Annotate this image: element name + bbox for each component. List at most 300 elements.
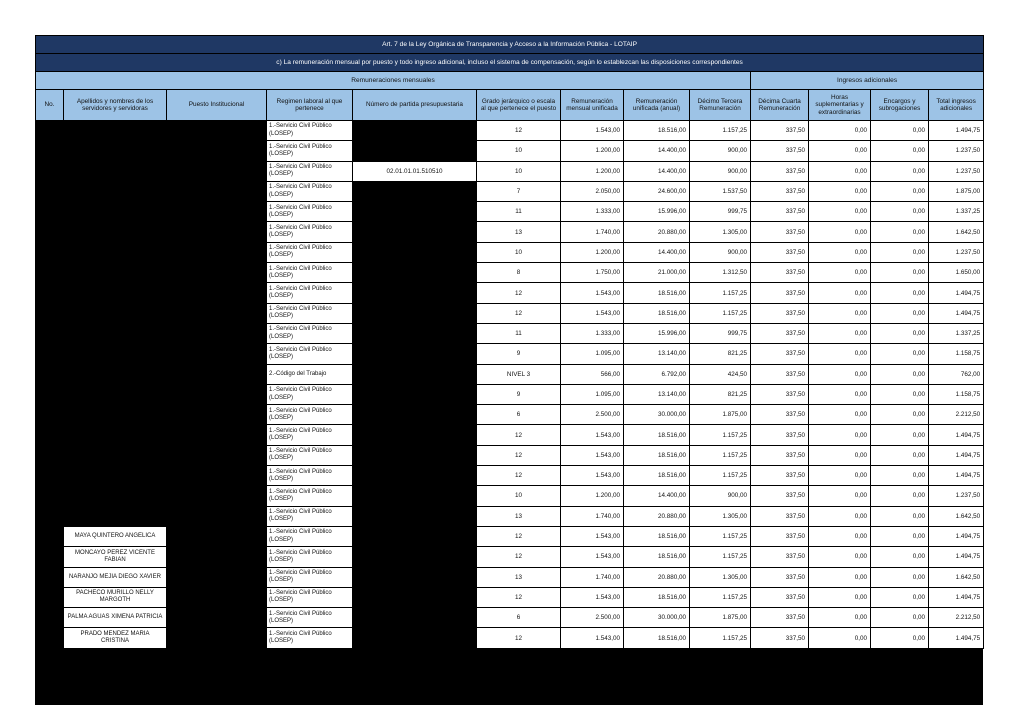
decimo-cuarta-cell: 337,50	[751, 506, 809, 526]
anual-cell: 18.516,00	[624, 425, 690, 445]
grado-cell: NIVEL 3	[477, 364, 561, 384]
total-cell: 1.494,75	[929, 466, 984, 486]
grado-cell: 12	[477, 303, 561, 323]
table-row	[36, 283, 984, 303]
position-cell	[167, 242, 267, 262]
horas-cell: 0,00	[809, 181, 871, 201]
regimen-cell: 1.-Servicio Civil Público (LOSEP)	[267, 567, 353, 587]
position-cell	[167, 303, 267, 323]
position-cell	[167, 547, 267, 567]
rmu-cell: 1.740,00	[561, 567, 624, 587]
position-cell	[167, 364, 267, 384]
employee-name-cell	[64, 181, 167, 201]
encargos-cell: 0,00	[871, 181, 929, 201]
anual-cell: 20.880,00	[624, 567, 690, 587]
decimo-tercera-cell: 999,75	[690, 202, 751, 222]
encargos-cell: 0,00	[871, 547, 929, 567]
decimo-tercera-cell: 999,75	[690, 323, 751, 343]
partida-cell	[353, 466, 477, 486]
partida-cell	[353, 202, 477, 222]
encargos-cell: 0,00	[871, 344, 929, 364]
employee-name-cell: PACHECO MURILLO NELLY MARGOTH	[64, 587, 167, 607]
position-cell	[167, 405, 267, 425]
row-number-cell	[36, 181, 64, 201]
rmu-cell: 1.740,00	[561, 506, 624, 526]
table-row	[36, 202, 984, 222]
encargos-cell: 0,00	[871, 425, 929, 445]
row-number-cell	[36, 242, 64, 262]
encargos-cell: 0,00	[871, 567, 929, 587]
grado-cell: 12	[477, 526, 561, 546]
decimo-cuarta-cell: 337,50	[751, 364, 809, 384]
anual-cell: 15.996,00	[624, 323, 690, 343]
rmu-cell: 1.095,00	[561, 384, 624, 404]
decimo-cuarta-cell: 337,50	[751, 567, 809, 587]
employee-name-cell: PALMA AGUAS XIMENA PATRICIA	[64, 608, 167, 628]
encargos-cell: 0,00	[871, 202, 929, 222]
decimo-cuarta-cell: 337,50	[751, 283, 809, 303]
row-number-cell	[36, 323, 64, 343]
anual-cell: 20.880,00	[624, 222, 690, 242]
total-cell: 1.494,75	[929, 547, 984, 567]
employee-name-cell	[64, 344, 167, 364]
decimo-tercera-cell: 821,25	[690, 384, 751, 404]
anual-cell: 15.996,00	[624, 202, 690, 222]
rmu-cell: 1.543,00	[561, 121, 624, 141]
rmu-cell: 1.543,00	[561, 425, 624, 445]
position-cell	[167, 567, 267, 587]
table-row	[36, 344, 984, 364]
position-cell	[167, 506, 267, 526]
grado-cell: 12	[477, 547, 561, 567]
position-cell	[167, 222, 267, 242]
header-anual: Remuneración unificada (anual)	[624, 90, 690, 121]
rmu-cell: 1.200,00	[561, 242, 624, 262]
total-cell: 2.212,50	[929, 405, 984, 425]
position-cell	[167, 466, 267, 486]
decimo-tercera-cell: 1.157,25	[690, 526, 751, 546]
partida-cell	[353, 263, 477, 283]
grado-cell: 12	[477, 283, 561, 303]
regimen-cell: 1.-Servicio Civil Público (LOSEP)	[267, 506, 353, 526]
table-row	[36, 567, 984, 587]
table-row	[36, 486, 984, 506]
employee-name-cell	[64, 384, 167, 404]
table-row	[36, 303, 984, 323]
employee-name-cell: MONCAYO PEREZ VICENTE FABIAN	[64, 547, 167, 567]
employee-name-cell: MAYA QUINTERO ANGELICA	[64, 526, 167, 546]
horas-cell: 0,00	[809, 466, 871, 486]
table-row	[36, 587, 984, 607]
partida-cell	[353, 506, 477, 526]
decimo-tercera-cell: 1.305,00	[690, 506, 751, 526]
decimo-cuarta-cell: 337,50	[751, 466, 809, 486]
regimen-cell: 1.-Servicio Civil Público (LOSEP)	[267, 425, 353, 445]
column-header-row	[36, 90, 984, 121]
decimo-tercera-cell: 424,50	[690, 364, 751, 384]
table-row	[36, 222, 984, 242]
row-number-cell	[36, 121, 64, 141]
total-cell: 1.494,75	[929, 303, 984, 323]
rmu-cell: 566,00	[561, 364, 624, 384]
regimen-cell: 1.-Servicio Civil Público (LOSEP)	[267, 445, 353, 465]
partida-cell	[353, 384, 477, 404]
decimo-cuarta-cell: 337,50	[751, 587, 809, 607]
total-cell: 1.237,50	[929, 161, 984, 181]
total-cell: 1.158,75	[929, 344, 984, 364]
grado-cell: 13	[477, 506, 561, 526]
position-cell	[167, 608, 267, 628]
anual-cell: 18.516,00	[624, 547, 690, 567]
employee-name-cell	[64, 303, 167, 323]
decimo-tercera-cell: 1.157,25	[690, 445, 751, 465]
position-cell	[167, 526, 267, 546]
partida-cell	[353, 587, 477, 607]
employee-name-cell	[64, 364, 167, 384]
horas-cell: 0,00	[809, 384, 871, 404]
document-title: Art. 7 de la Ley Orgánica de Transparencia y Acceso a la Información Pública - LOTAIP	[36, 36, 984, 54]
row-number-cell	[36, 567, 64, 587]
decimo-tercera-cell: 821,25	[690, 344, 751, 364]
rmu-cell: 1.543,00	[561, 445, 624, 465]
decimo-cuarta-cell: 337,50	[751, 161, 809, 181]
header-no: No.	[36, 90, 64, 121]
regimen-cell: 1.-Servicio Civil Público (LOSEP)	[267, 121, 353, 141]
encargos-cell: 0,00	[871, 466, 929, 486]
employee-name-cell: NARANJO MEJIA DIEGO XAVIER	[64, 567, 167, 587]
table-row	[36, 364, 984, 384]
anual-cell: 20.880,00	[624, 506, 690, 526]
row-number-cell	[36, 587, 64, 607]
grado-cell: 7	[477, 181, 561, 201]
grado-cell: 13	[477, 222, 561, 242]
horas-cell: 0,00	[809, 405, 871, 425]
total-cell: 1.494,75	[929, 445, 984, 465]
header-horas: Horas suplementarias y extraordinarias	[809, 90, 871, 121]
partida-cell	[353, 547, 477, 567]
employee-name-cell	[64, 161, 167, 181]
table-row	[36, 242, 984, 262]
horas-cell: 0,00	[809, 161, 871, 181]
table-row	[36, 161, 984, 181]
position-cell	[167, 628, 267, 648]
employee-name-cell	[64, 222, 167, 242]
rmu-cell: 1.333,00	[561, 202, 624, 222]
encargos-cell: 0,00	[871, 608, 929, 628]
anual-cell: 30.000,00	[624, 405, 690, 425]
encargos-cell: 0,00	[871, 323, 929, 343]
header-puesto: Puesto Institucional	[167, 90, 267, 121]
position-cell	[167, 445, 267, 465]
table-row	[36, 608, 984, 628]
header-decimo-cuarta: Décima Cuarta Remuneración	[751, 90, 809, 121]
encargos-cell: 0,00	[871, 526, 929, 546]
row-number-cell	[36, 283, 64, 303]
rmu-cell: 1.200,00	[561, 486, 624, 506]
decimo-cuarta-cell: 337,50	[751, 202, 809, 222]
decimo-cuarta-cell: 337,50	[751, 405, 809, 425]
position-cell	[167, 181, 267, 201]
total-cell: 1.650,00	[929, 263, 984, 283]
decimo-cuarta-cell: 337,50	[751, 263, 809, 283]
horas-cell: 0,00	[809, 242, 871, 262]
encargos-cell: 0,00	[871, 303, 929, 323]
regimen-cell: 1.-Servicio Civil Público (LOSEP)	[267, 242, 353, 262]
row-number-cell	[36, 445, 64, 465]
total-cell: 1.158,75	[929, 384, 984, 404]
decimo-tercera-cell: 1.157,25	[690, 466, 751, 486]
total-cell: 1.337,25	[929, 323, 984, 343]
rmu-cell: 2.500,00	[561, 405, 624, 425]
regimen-cell: 1.-Servicio Civil Público (LOSEP)	[267, 303, 353, 323]
position-cell	[167, 202, 267, 222]
decimo-cuarta-cell: 337,50	[751, 344, 809, 364]
table-row	[36, 547, 984, 567]
row-number-cell	[36, 303, 64, 323]
row-number-cell	[36, 506, 64, 526]
horas-cell: 0,00	[809, 364, 871, 384]
anual-cell: 18.516,00	[624, 526, 690, 546]
anual-cell: 18.516,00	[624, 283, 690, 303]
rmu-cell: 1.750,00	[561, 263, 624, 283]
total-cell: 1.875,00	[929, 181, 984, 201]
total-cell: 1.494,75	[929, 587, 984, 607]
grado-cell: 10	[477, 486, 561, 506]
total-cell: 1.494,75	[929, 283, 984, 303]
decimo-tercera-cell: 900,00	[690, 242, 751, 262]
decimo-cuarta-cell: 337,50	[751, 384, 809, 404]
total-cell: 1.237,50	[929, 242, 984, 262]
grado-cell: 12	[477, 425, 561, 445]
partida-cell	[353, 526, 477, 546]
anual-cell: 30.000,00	[624, 608, 690, 628]
employee-name-cell	[64, 202, 167, 222]
rmu-cell: 1.740,00	[561, 222, 624, 242]
total-cell: 762,00	[929, 364, 984, 384]
regimen-cell: 1.-Servicio Civil Público (LOSEP)	[267, 587, 353, 607]
grado-cell: 12	[477, 587, 561, 607]
total-cell: 1.494,75	[929, 628, 984, 648]
partida-cell	[353, 181, 477, 201]
rmu-cell: 1.200,00	[561, 141, 624, 161]
total-cell: 1.494,75	[929, 121, 984, 141]
horas-cell: 0,00	[809, 425, 871, 445]
horas-cell: 0,00	[809, 141, 871, 161]
encargos-cell: 0,00	[871, 486, 929, 506]
horas-cell: 0,00	[809, 547, 871, 567]
table-row	[36, 526, 984, 546]
position-cell	[167, 161, 267, 181]
grado-cell: 8	[477, 263, 561, 283]
grado-cell: 10	[477, 242, 561, 262]
anual-cell: 18.516,00	[624, 628, 690, 648]
partida-cell	[353, 567, 477, 587]
position-cell	[167, 121, 267, 141]
section-remuneraciones-mensuales: Remuneraciones mensuales	[36, 72, 751, 90]
regimen-cell: 1.-Servicio Civil Público (LOSEP)	[267, 181, 353, 201]
regimen-cell: 1.-Servicio Civil Público (LOSEP)	[267, 384, 353, 404]
encargos-cell: 0,00	[871, 445, 929, 465]
partida-cell	[353, 242, 477, 262]
partida-cell	[353, 445, 477, 465]
partida-cell	[353, 141, 477, 161]
employee-name-cell	[64, 283, 167, 303]
anual-cell: 13.140,00	[624, 344, 690, 364]
decimo-tercera-cell: 900,00	[690, 141, 751, 161]
table-row	[36, 628, 984, 648]
decimo-cuarta-cell: 337,50	[751, 141, 809, 161]
decimo-cuarta-cell: 337,50	[751, 547, 809, 567]
decimo-tercera-cell: 1.157,25	[690, 547, 751, 567]
anual-cell: 14.400,00	[624, 486, 690, 506]
table-row	[36, 466, 984, 486]
table-row	[36, 445, 984, 465]
decimo-cuarta-cell: 337,50	[751, 608, 809, 628]
regimen-cell: 1.-Servicio Civil Público (LOSEP)	[267, 161, 353, 181]
total-cell: 1.237,50	[929, 141, 984, 161]
anual-cell: 18.516,00	[624, 303, 690, 323]
employee-name-cell	[64, 141, 167, 161]
rmu-cell: 1.200,00	[561, 161, 624, 181]
anual-cell: 18.516,00	[624, 587, 690, 607]
grado-cell: 9	[477, 384, 561, 404]
decimo-cuarta-cell: 337,50	[751, 222, 809, 242]
partida-cell	[353, 283, 477, 303]
partida-cell	[353, 425, 477, 445]
header-partida: Número de partida presupuestaria	[353, 90, 477, 121]
position-cell	[167, 323, 267, 343]
horas-cell: 0,00	[809, 344, 871, 364]
decimo-tercera-cell: 1.157,25	[690, 628, 751, 648]
encargos-cell: 0,00	[871, 263, 929, 283]
decimo-cuarta-cell: 337,50	[751, 121, 809, 141]
position-cell	[167, 344, 267, 364]
grado-cell: 9	[477, 344, 561, 364]
remuneration-sheet	[35, 35, 983, 705]
regimen-cell: 1.-Servicio Civil Público (LOSEP)	[267, 486, 353, 506]
regimen-cell: 1.-Servicio Civil Público (LOSEP)	[267, 222, 353, 242]
anual-cell: 6.792,00	[624, 364, 690, 384]
rmu-cell: 1.543,00	[561, 587, 624, 607]
horas-cell: 0,00	[809, 121, 871, 141]
row-number-cell	[36, 222, 64, 242]
anual-cell: 18.516,00	[624, 466, 690, 486]
position-cell	[167, 486, 267, 506]
anual-cell: 21.000,00	[624, 263, 690, 283]
table-row	[36, 425, 984, 445]
regimen-cell: 1.-Servicio Civil Público (LOSEP)	[267, 263, 353, 283]
decimo-tercera-cell: 1.157,25	[690, 303, 751, 323]
regimen-cell: 2.-Código del Trabajo	[267, 364, 353, 384]
position-cell	[167, 587, 267, 607]
anual-cell: 18.516,00	[624, 121, 690, 141]
rmu-cell: 2.500,00	[561, 608, 624, 628]
position-cell	[167, 425, 267, 445]
rmu-cell: 2.050,00	[561, 181, 624, 201]
horas-cell: 0,00	[809, 567, 871, 587]
table-row	[36, 405, 984, 425]
decimo-cuarta-cell: 337,50	[751, 425, 809, 445]
encargos-cell: 0,00	[871, 364, 929, 384]
grado-cell: 12	[477, 121, 561, 141]
employee-name-cell	[64, 466, 167, 486]
regimen-cell: 1.-Servicio Civil Público (LOSEP)	[267, 323, 353, 343]
decimo-tercera-cell: 900,00	[690, 486, 751, 506]
grado-cell: 10	[477, 161, 561, 181]
decimo-cuarta-cell: 337,50	[751, 181, 809, 201]
table-row	[36, 384, 984, 404]
encargos-cell: 0,00	[871, 141, 929, 161]
employee-name-cell	[64, 425, 167, 445]
horas-cell: 0,00	[809, 303, 871, 323]
decimo-cuarta-cell: 337,50	[751, 303, 809, 323]
anual-cell: 14.400,00	[624, 242, 690, 262]
row-number-cell	[36, 202, 64, 222]
decimo-tercera-cell: 1.157,25	[690, 425, 751, 445]
horas-cell: 0,00	[809, 587, 871, 607]
grado-cell: 6	[477, 608, 561, 628]
grado-cell: 11	[477, 323, 561, 343]
partida-cell	[353, 222, 477, 242]
regimen-cell: 1.-Servicio Civil Público (LOSEP)	[267, 628, 353, 648]
regimen-cell: 1.-Servicio Civil Público (LOSEP)	[267, 405, 353, 425]
row-number-cell	[36, 486, 64, 506]
total-cell: 1.494,75	[929, 526, 984, 546]
partida-cell	[353, 303, 477, 323]
partida-cell	[353, 486, 477, 506]
horas-cell: 0,00	[809, 202, 871, 222]
partida-cell	[353, 121, 477, 141]
decimo-tercera-cell: 1.157,25	[690, 587, 751, 607]
position-cell	[167, 384, 267, 404]
decimo-tercera-cell: 1.305,00	[690, 222, 751, 242]
header-regimen: Regimen laboral al que pertenece	[267, 90, 353, 121]
row-number-cell	[36, 628, 64, 648]
decimo-cuarta-cell: 337,50	[751, 486, 809, 506]
header-encargos: Encargos y subrogaciones	[871, 90, 929, 121]
employee-name-cell: PRADO MENDEZ MARIA CRISTINA	[64, 628, 167, 648]
decimo-tercera-cell: 1.305,00	[690, 567, 751, 587]
table-row	[36, 121, 984, 141]
partida-cell	[353, 344, 477, 364]
rmu-cell: 1.333,00	[561, 323, 624, 343]
employee-name-cell	[64, 242, 167, 262]
anual-cell: 13.140,00	[624, 384, 690, 404]
row-number-cell	[36, 608, 64, 628]
employee-name-cell	[64, 263, 167, 283]
table-row	[36, 506, 984, 526]
decimo-cuarta-cell: 337,50	[751, 526, 809, 546]
position-cell	[167, 283, 267, 303]
employee-name-cell	[64, 323, 167, 343]
row-number-cell	[36, 526, 64, 546]
table-row	[36, 323, 984, 343]
encargos-cell: 0,00	[871, 242, 929, 262]
regimen-cell: 1.-Servicio Civil Público (LOSEP)	[267, 466, 353, 486]
decimo-tercera-cell: 1.537,50	[690, 181, 751, 201]
encargos-cell: 0,00	[871, 222, 929, 242]
row-number-cell	[36, 384, 64, 404]
employee-name-cell	[64, 486, 167, 506]
decimo-tercera-cell: 1.875,00	[690, 608, 751, 628]
partida-cell	[353, 364, 477, 384]
row-number-cell	[36, 364, 64, 384]
total-cell: 1.494,75	[929, 425, 984, 445]
decimo-tercera-cell: 900,00	[690, 161, 751, 181]
row-number-cell	[36, 263, 64, 283]
horas-cell: 0,00	[809, 486, 871, 506]
encargos-cell: 0,00	[871, 283, 929, 303]
